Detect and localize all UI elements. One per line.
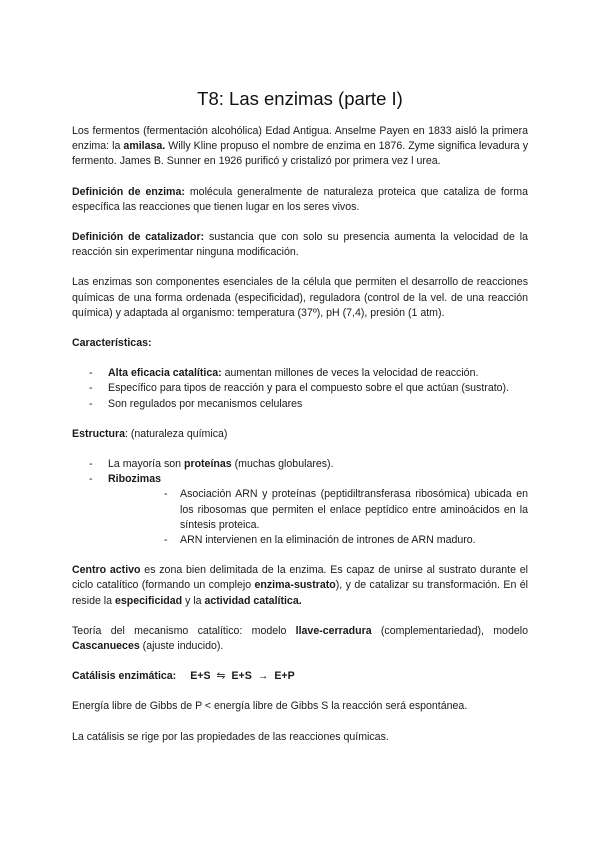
- intro-text-1: Los fermentos (fermentación alcohólica) Edad Antigua. Anselme Payen en 1833 aisló la primera enzima: la: [72, 125, 528, 153]
- equilibrium-arrow-icon: ⇋: [216, 670, 226, 683]
- active-site-bold: Centro activo: [72, 564, 141, 577]
- active-site-paragraph: [72, 563, 528, 609]
- definition-catalyst: [72, 230, 528, 260]
- active-site-bold: actividad catalítica.: [204, 594, 302, 607]
- sublist-item: - ARN intervienen en la eliminación de intrones de ARN maduro.: [144, 533, 528, 548]
- components-paragraph: Las enzimas son componentes esenciales de la célula que permiten el desarrollo de reacciones químicas de una forma ordenada (especificidad), reguladora (control de la vel. de una reacción química) y adaptada al organismo: temperatura (37º), pH (7,4), presión (1 atm).: [72, 276, 528, 319]
- definition-enzyme-text: molécula generalmente de naturaleza proteica que cataliza de forma específica las reacciones que tienen lugar en los seres vivos.: [72, 185, 528, 213]
- theory-text: Teoría del mecanismo catalítico: modelo: [72, 624, 296, 637]
- document-body: [72, 124, 528, 760]
- catalysis-label: Catálisis enzimática:: [72, 670, 177, 683]
- theory-text: (complementariedad), modelo: [371, 624, 528, 637]
- list-item-bold: Alta eficacia catalítica:: [108, 367, 222, 380]
- equation-term: E+S: [231, 670, 252, 683]
- theory-paragraph: [72, 624, 528, 654]
- list-item: [72, 381, 528, 396]
- list-item-bold: Ribozimas: [108, 473, 161, 486]
- ribozymes-sublist: [108, 487, 528, 548]
- catalysis-equation: [72, 669, 528, 684]
- active-site-text: y la: [182, 594, 205, 607]
- structure-heading-rest: : (naturaleza química): [124, 427, 228, 440]
- intro-text-2: Willy Kline propuso el nombre de enzima en 1876. Zyme significa levadura y fermento. James B. Sunner en 1926 purificó y cristalizó por primera vez l urea.: [72, 140, 528, 168]
- theory-bold: llave-cerradura: [295, 624, 372, 637]
- characteristics-heading-text: Características:: [72, 337, 152, 350]
- list-item-text: aumentan millones de veces la velocidad de reacción.: [221, 367, 479, 380]
- characteristics-list: [72, 366, 528, 412]
- structure-list: [72, 457, 528, 548]
- gibbs-paragraph: Energía libre de Gibbs de P < energía libre de Gibbs S la reacción será espontánea.: [72, 700, 468, 713]
- list-item: [72, 366, 528, 381]
- page-title: T8: Las enzimas (parte I): [197, 88, 403, 109]
- intro-paragraph: [72, 124, 528, 170]
- intro-bold-amilasa: amilasa.: [123, 140, 166, 153]
- definition-catalyst-text: sustancia que con solo su presencia aumenta la velocidad de la reacción sin experimentar ninguna modificación.: [72, 231, 529, 259]
- structure-heading-text: Estructura: [72, 427, 125, 440]
- list-item: [72, 397, 528, 412]
- active-site-text: ), y de catalizar su transformación. En él reside la: [72, 579, 528, 607]
- theory-text: (ajuste inducido).: [139, 640, 224, 653]
- list-item: [72, 457, 528, 472]
- characteristics-heading: [72, 336, 528, 351]
- right-arrow-icon: →: [257, 670, 269, 683]
- final-paragraph: La catálisis se rige por las propiedades de las reacciones químicas.: [72, 730, 389, 743]
- equation: [190, 669, 294, 684]
- definition-catalyst-label: Definición de catalizador:: [72, 231, 205, 244]
- list-item-text: (muchas globulares).: [231, 458, 334, 471]
- equation-term: E+S: [190, 670, 211, 683]
- definition-enzyme: [72, 185, 528, 215]
- list-item-text: Específico para tipos de reacción y para el compuesto sobre el que actúan (sustrato).: [108, 382, 510, 395]
- equation-term: E+P: [274, 670, 295, 683]
- list-item: [72, 472, 528, 548]
- active-site-text: es zona bien delimitada de la enzima. Es capaz de unirse al sustrato durante el ciclo catalítico (formando un complejo: [72, 564, 529, 592]
- active-site-bold: especificidad: [115, 594, 183, 607]
- list-item-text: La mayoría son: [108, 458, 184, 471]
- list-item-text: Son regulados por mecanismos celulares: [108, 397, 303, 410]
- structure-heading: [72, 427, 528, 442]
- sublist-item: - Asociación ARN y proteínas (peptidiltransferasa ribosómica) ubicada en los ribosomas que permiten el enlace peptídico entre aminoácidos en la síntesis proteica.: [144, 487, 528, 533]
- theory-bold: Cascanueces: [72, 640, 140, 653]
- definition-enzyme-label: Definición de enzima:: [72, 185, 185, 198]
- list-item-bold: proteínas: [183, 458, 232, 471]
- active-site-bold: enzima-sustrato: [254, 579, 336, 592]
